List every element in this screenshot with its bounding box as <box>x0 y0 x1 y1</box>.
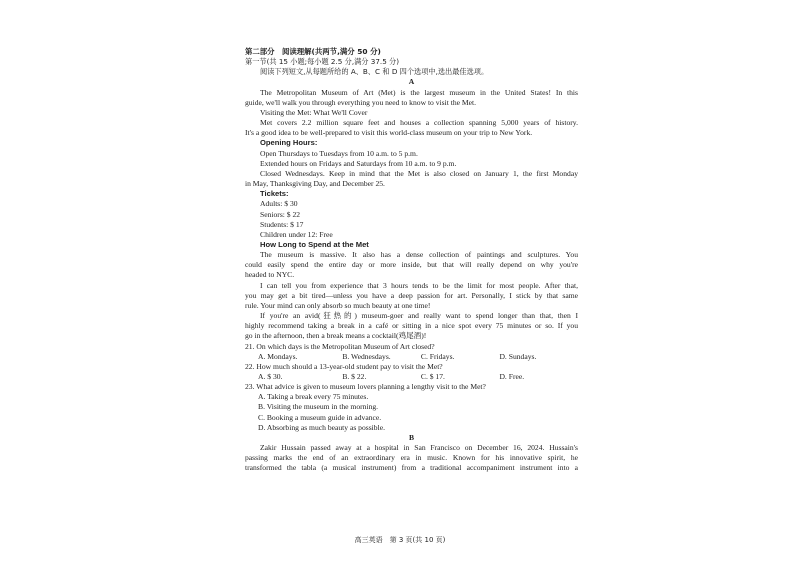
ticket-price: Children under 12: Free <box>260 229 333 239</box>
hours-line: Open Thursdays to Tuesdays from 10 a.m. to 5 p.m. <box>260 148 418 158</box>
closed-paragraph <box>245 169 578 189</box>
option-a: A. Taking a break every 75 minutes. <box>258 392 369 402</box>
ticket-price: Students: $ 17 <box>260 219 304 229</box>
text-line: headed to NYC. <box>245 270 295 280</box>
experience-paragraph <box>245 281 578 311</box>
question-23 <box>245 382 578 433</box>
text-line: you may get a bit tired—unless you have a deep passion for art. Personally, I stick by that same <box>245 290 578 300</box>
passage-a-letter: A <box>408 77 415 87</box>
text-line: rule. Your mind can only absorb so much beauty at one time! <box>245 300 431 310</box>
question-options <box>245 352 578 362</box>
met-size-paragraph <box>245 118 578 138</box>
text-line: The Metropolitan Museum of Art (Met) is the largest museum in the United States! In this <box>260 87 578 97</box>
text-line: highly recommend taking a break in a café or sitting in a nice spot every 75 minutes or so. If you <box>245 321 578 331</box>
option-b: B. Wednesdays. <box>342 351 391 361</box>
option-c: C. $ 17. <box>420 372 445 381</box>
passage-b-paragraph <box>245 443 578 473</box>
cover-heading: Visiting the Met: What We'll Cover <box>260 107 368 117</box>
question-22 <box>245 362 578 382</box>
text-line: guide, we'll walk you through everything you need to know to visit the Met. <box>245 97 477 107</box>
option-c: C. Booking a museum guide in advance. <box>258 412 382 422</box>
text-line: I can tell you from experience that 3 hours tends to be the limit for most people. After that, <box>260 280 578 290</box>
text-line: Zakir Hussain passed away at a hospital in San Francisco on December 16, 2024. Hussain's <box>260 443 578 453</box>
text-line: It's a good idea to be well-prepared to visit this world-class museum on your trip to New York. <box>245 128 533 138</box>
text-line: If you're an avid(狂热的) museum-goer and really want to spend longer than that, then I <box>260 311 578 321</box>
option-b: B. $ 22. <box>342 372 367 381</box>
passage-b-letter: B <box>408 432 415 442</box>
option-d: D. Free. <box>499 372 525 381</box>
option-d: D. Sundays. <box>499 351 537 361</box>
how-long-heading: How Long to Spend at the Met <box>260 239 369 249</box>
text-line: The museum is massive. It also has a dense collection of paintings and sculptures. You <box>260 250 578 260</box>
ticket-price: Seniors: $ 22 <box>260 209 301 219</box>
option-d: D. Absorbing as much beauty as possible. <box>258 422 385 432</box>
option-a: A. Mondays. <box>258 351 298 361</box>
question-stem: 23. What advice is given to museum lovers planning a lengthy visit to the Met? <box>245 382 486 392</box>
opening-hours-heading: Opening Hours: <box>260 138 318 148</box>
passage-a-intro <box>245 88 578 108</box>
ticket-price: Adults: $ 30 <box>260 199 298 209</box>
question-21 <box>245 342 578 362</box>
text-line: transformed the tabla (a musical instrument) from a traditional accompaniment instrument into a <box>245 463 578 473</box>
text-line: could easily spend the entire day or more inside, but that will really depend on why you're <box>245 260 578 270</box>
question-options <box>245 392 578 433</box>
text-line: Met covers 2.2 million square feet and houses a collection spanning 5,000 years of history. <box>260 118 578 128</box>
question-options <box>245 372 578 382</box>
page-footer: 高三英语 第 3 页(共 10 页) <box>354 536 446 544</box>
instruction: 阅读下列短文,从每题所给的 A、B、C 和 D 四个选项中,选出最佳选项。 <box>260 67 489 77</box>
text-line: passing marks the end of an extraordinary era in music. Known for his innovative spirit, he <box>245 453 578 463</box>
option-a: A. $ 30. <box>258 372 283 381</box>
tickets-heading: Tickets: <box>260 189 289 199</box>
hours-line: Extended hours on Fridays and Saturdays from 10 a.m. to 9 p.m. <box>260 158 457 168</box>
question-stem: 21. On which days is the Metropolitan Museum of Art closed? <box>245 341 435 351</box>
massive-paragraph <box>245 250 578 280</box>
option-c: C. Fridays. <box>420 351 455 361</box>
avid-paragraph <box>245 311 578 341</box>
question-stem: 22. How much should a 13-year-old student pay to visit the Met? <box>245 361 443 371</box>
text-line: go in the afternoon, then a break means a cocktail(鸡尾酒)! <box>245 331 427 341</box>
part-title: 第二部分 阅读理解(共两节,满分 50 分) <box>245 47 381 56</box>
text-line: in May, Thanksgiving Day, and December 25. <box>245 179 385 189</box>
text-line: Closed Wednesdays. Keep in mind that the Met is also closed on January 1, the first Monday <box>260 168 578 178</box>
section-title: 第一节(共 15 小题;每小题 2.5 分,满分 37.5 分) <box>245 57 400 67</box>
option-b: B. Visiting the museum in the morning. <box>258 402 379 412</box>
